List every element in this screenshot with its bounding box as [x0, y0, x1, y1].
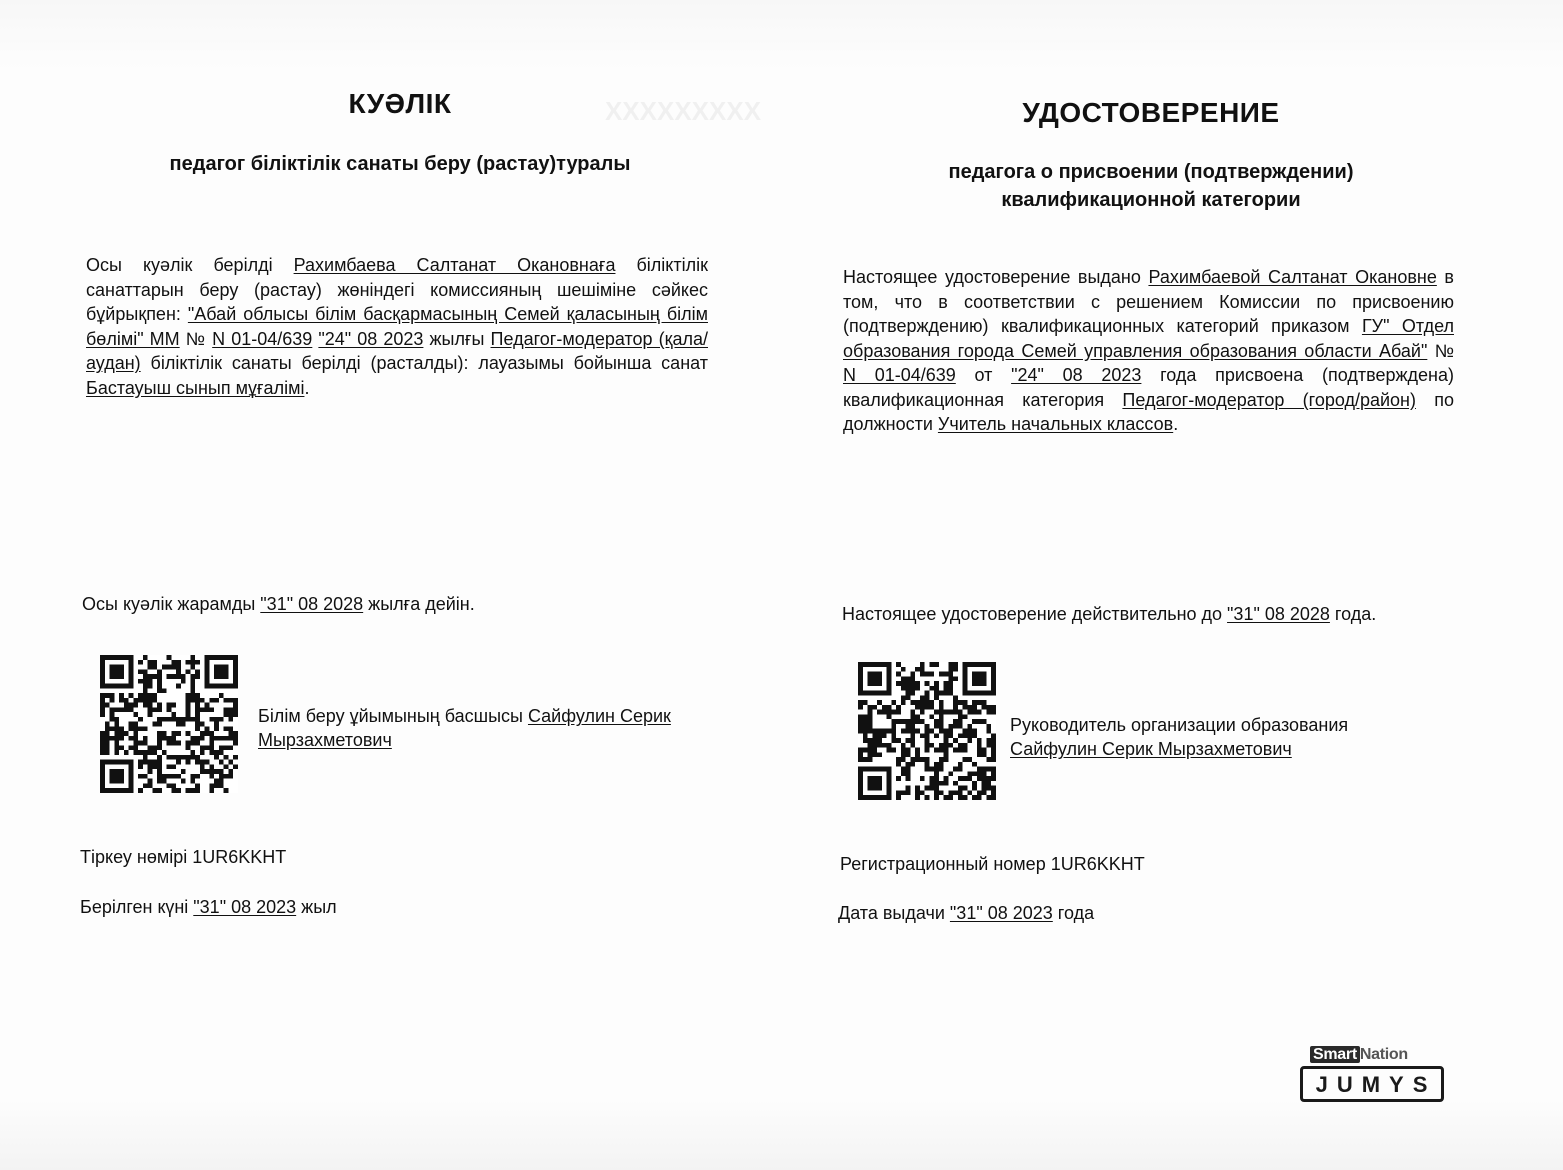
- kz-order-date: "24" 08 2023: [318, 328, 424, 349]
- ru-subtitle-line1: педагога о присвоении (подтверждении): [948, 161, 1354, 183]
- ru-text: года присвоена (подтверждена) квалификационная категория: [843, 365, 1454, 410]
- ru-issue-text: года: [1052, 903, 1095, 923]
- logo-smart: Smart: [1310, 1046, 1360, 1063]
- ru-text: №: [1427, 340, 1455, 361]
- smartnation-jumys-logo: [1300, 1046, 1450, 1108]
- kz-text: Осы куәлік берілді: [86, 255, 294, 275]
- ru-position: Учитель начальных классов: [937, 414, 1174, 434]
- ru-signer: [1010, 713, 1410, 761]
- kz-validity-date: "31" 08 2028: [260, 594, 364, 614]
- kz-text: №: [179, 328, 213, 349]
- kz-issue-text: жыл: [296, 897, 337, 917]
- kz-text: .: [304, 377, 310, 398]
- kz-validity: [82, 592, 475, 616]
- kz-organization: "Абай облысы білім басқармасының Семей қаласының білім бөлімі" ММ: [86, 304, 708, 349]
- kz-main-paragraph: [86, 253, 708, 400]
- ru-subtitle-line2: квалификационной категории: [1001, 189, 1301, 211]
- ru-title: УДОСТОВЕРЕНИЕ: [1022, 97, 1280, 128]
- ru-issue-date: [838, 901, 1094, 925]
- bleed-through-mark: XXXXXXXXX: [605, 96, 762, 126]
- kz-issue-text: Берілген күні: [80, 897, 194, 917]
- logo-nation: Nation: [1359, 1046, 1408, 1063]
- ru-signer-name: Сайфулин Серик Мырзахметович: [1010, 739, 1292, 759]
- logo-jumys: JUMYS: [1300, 1066, 1444, 1102]
- ru-validity-date: "31" 08 2028: [1227, 604, 1330, 624]
- ru-text: в том, что в соответствии с решением Комиссии по присвоению (подтверждению) квалификационных категорий приказом: [843, 267, 1454, 336]
- ru-validity: [842, 602, 1376, 626]
- ru-text: Настоящее удостоверение выдано: [843, 267, 1149, 287]
- kz-issue-date: [80, 895, 337, 919]
- ru-recipient-name: Рахимбаевой Салтанат Окановне: [1148, 267, 1437, 287]
- ru-category: Педагог-модератор (город/район): [1122, 389, 1416, 410]
- kz-subtitle: педагог біліктілік санаты беру (растау)туралы: [169, 153, 631, 175]
- kz-text: біліктілік санаты берілді (расталды): лауазымы бойынша санат: [140, 353, 708, 373]
- kz-text: жылғы: [423, 328, 491, 349]
- ru-subtitle: [838, 158, 1464, 214]
- ru-issue-text: Дата выдачи: [838, 903, 950, 923]
- logo-top-text: [1310, 1046, 1408, 1064]
- ru-qr-code: [858, 662, 996, 800]
- kz-registration-number: Тіркеу нөмірі 1UR6KKHT: [80, 847, 287, 867]
- ru-registration-number: Регистрационный номер 1UR6KKHT: [840, 854, 1145, 874]
- kz-recipient-name: Рахимбаева Салтанат Окановнаға: [293, 255, 616, 275]
- ru-validity-text: Настоящее удостоверение действительно до: [842, 604, 1228, 624]
- kz-position: Бастауыш сынып мұғалімі: [86, 377, 305, 398]
- kz-qr-code: [100, 655, 238, 793]
- ru-text: от: [955, 365, 1012, 385]
- kz-validity-text: Осы куәлік жарамды: [82, 594, 261, 614]
- ru-order-number: N 01-04/639: [843, 365, 956, 385]
- kz-signer-label: Білім беру ұйымының басшысы: [258, 706, 528, 726]
- ru-signer-label: Руководитель организации образования: [1010, 715, 1349, 735]
- kz-text: біліктілік санаттарын беру (растау) жөніндегі комиссияның шешіміне сәйкес бұйрықпен:: [86, 255, 708, 324]
- ru-order-date: "24" 08 2023: [1011, 365, 1142, 385]
- kz-category: Педагог-модератор (қала/аудан): [86, 328, 708, 373]
- kz-validity-text: жылға дейін.: [363, 594, 475, 614]
- ru-validity-text: года.: [1329, 604, 1377, 624]
- ru-issue-date-value: "31" 08 2023: [949, 903, 1053, 923]
- ru-organization: ГУ" Отдел образования города Семей управления образования области Абай": [843, 316, 1454, 361]
- kz-issue-date-value: "31" 08 2023: [193, 897, 297, 917]
- kz-signer: [258, 704, 678, 752]
- kz-order-number: N 01-04/639: [212, 328, 313, 349]
- kz-title: КУӘЛІК: [348, 88, 452, 119]
- kz-signer-name: Сайфулин Серик Мырзахметович: [258, 706, 671, 750]
- ru-text: .: [1173, 414, 1179, 434]
- ru-text: по должности: [843, 389, 1454, 434]
- ru-main-paragraph: [843, 265, 1454, 437]
